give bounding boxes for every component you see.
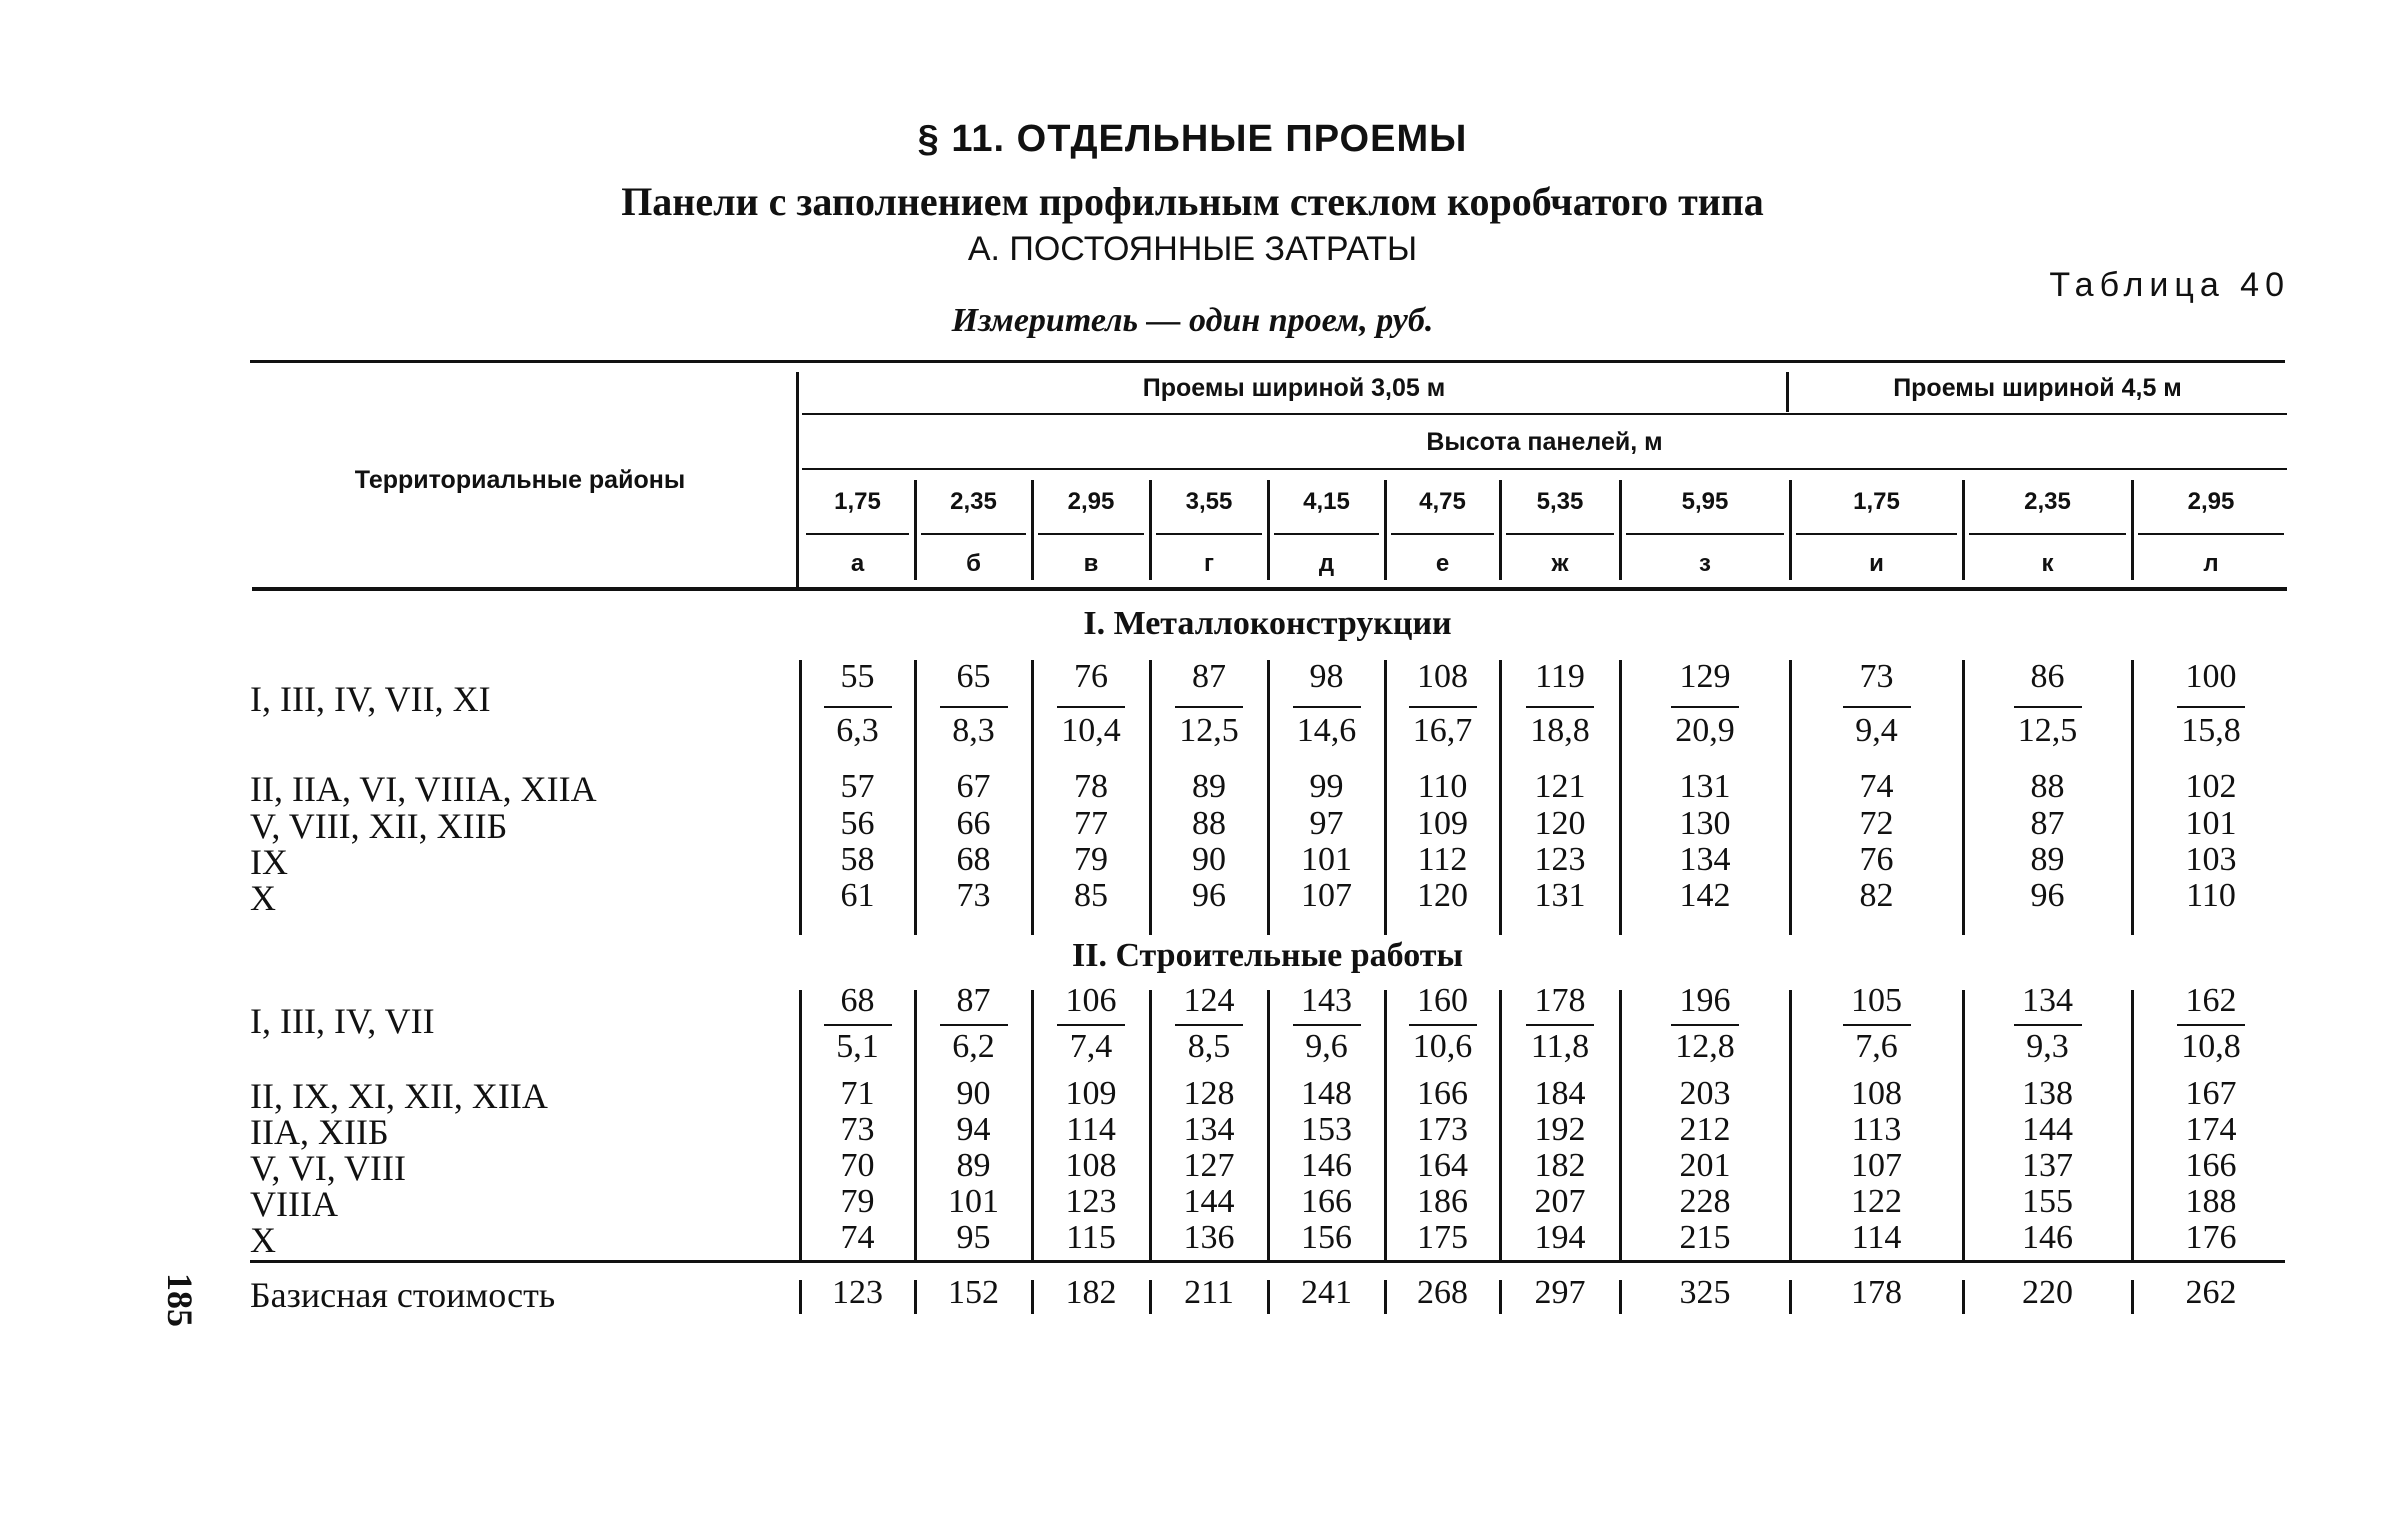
body-column-divider [1031,660,1034,935]
table-cell: 99 [1309,768,1344,805]
table-cell: 103 [2185,841,2237,878]
table-cell: 123 [1065,1183,1117,1220]
table-cell: 194 [1534,1219,1586,1256]
letter-rule [1626,533,1784,535]
table-cell: 107 [1301,877,1352,914]
numerator-value: 106 [1065,982,1117,1019]
denominator-value: 9,3 [2026,1028,2069,1065]
table-cell: 122 [1851,1183,1902,1220]
base-column-divider [1962,1280,1965,1314]
table-cell: 56 [840,805,875,842]
denominator-value: 10,4 [1061,712,1121,749]
letter-rule [1274,533,1379,535]
table-cell: 66 [956,805,991,842]
numerator-value: 134 [2022,982,2073,1019]
table-cell: 182 [1534,1147,1586,1184]
group-header-3-05: Проемы шириной 3,05 м [1142,374,1446,402]
row-label: I, III, IV, VII [250,1001,435,1041]
numerator-value: 124 [1183,982,1235,1019]
denominator-value: 14,6 [1296,712,1357,749]
table-cell: 95 [956,1219,991,1256]
table-cell: 114 [1066,1111,1116,1148]
base-cost-value: 268 [1417,1274,1468,1311]
table-cell: 87 [2030,805,2065,842]
fraction-line [2177,1024,2245,1026]
header-left-divider [796,372,799,587]
body-column-divider [914,660,917,935]
denominator-value: 15,8 [2181,712,2241,749]
fraction-line [1409,706,1477,708]
table-cell: 61 [840,877,875,914]
table-cell: 88 [1192,805,1226,842]
denominator-value: 5,1 [836,1028,879,1065]
table-cell: 85 [1074,877,1108,914]
table-cell: 110 [2186,877,2236,914]
fraction-line [1526,1024,1594,1026]
table-cell: 186 [1417,1183,1468,1220]
fraction-line [1293,1024,1361,1026]
height-value: 5,35 [1536,488,1584,515]
height-value: 4,75 [1419,488,1466,515]
table-cell: 134 [1679,841,1731,878]
table-cell: 73 [840,1111,875,1148]
table-cell: 107 [1851,1147,1902,1184]
table-cell: 79 [840,1183,875,1220]
table-cell: 203 [1679,1075,1731,1112]
table-cell: 142 [1679,877,1731,914]
numerator-value: 129 [1679,658,1731,695]
table-cell: 121 [1534,768,1586,805]
table-cell: 156 [1301,1219,1352,1256]
table-cell: 153 [1301,1111,1352,1148]
table-cell: 110 [1417,768,1468,805]
base-column-divider [1789,1280,1792,1314]
numerator-value: 100 [2185,658,2237,695]
base-column-divider [914,1280,917,1314]
base-rule [250,1260,2285,1263]
letter-rule [921,533,1026,535]
numerator-value: 73 [1859,658,1894,695]
table-cell: 174 [2185,1111,2237,1148]
page-number: 185 [160,1273,200,1327]
table-cell: 113 [1851,1111,1902,1148]
table-cell: 78 [1074,768,1108,805]
section-title: § 11. ОТДЕЛЬНЫЕ ПРОЕМЫ [917,118,1468,160]
table-cell: 228 [1679,1183,1731,1220]
base-cost-value: 182 [1065,1274,1117,1311]
table-cell: 134 [1183,1111,1235,1148]
column-letter: е [1435,550,1450,577]
numerator-value: 98 [1309,658,1344,695]
height-value: 2,35 [950,488,997,515]
numerator-value: 105 [1851,982,1902,1019]
base-column-divider [1031,1280,1034,1314]
body-column-divider [1149,990,1152,1262]
table-cell: 74 [1859,768,1894,805]
base-cost-value: 178 [1851,1274,1902,1311]
table-cell: 108 [1065,1147,1117,1184]
height-value: 4,15 [1303,488,1350,515]
header-bottom-rule [252,587,2287,591]
table-cell: 166 [2185,1147,2237,1184]
fraction-line [824,706,892,708]
table-cell: 101 [2185,805,2237,842]
section-title: I. Металлоконструкции [1083,605,1452,642]
table-cell: 137 [2022,1147,2073,1184]
numerator-value: 76 [1074,658,1108,695]
table-cell: 148 [1301,1075,1352,1112]
table-cell: 201 [1679,1147,1731,1184]
table-cell: 123 [1534,841,1586,878]
table-cell: 138 [2022,1075,2073,1112]
row-label: X [250,1220,276,1260]
row-header: Территориальные районы [354,466,686,494]
column-letter: б [966,550,981,577]
table-cell: 184 [1534,1075,1586,1112]
table-cell: 136 [1183,1219,1235,1256]
table-cell: 82 [1859,877,1894,914]
table-cell: 70 [840,1147,875,1184]
table-cell: 109 [1417,805,1468,842]
table-cell: 94 [956,1111,991,1148]
table-cell: 155 [2022,1183,2073,1220]
row-label: I, III, IV, VII, XI [250,679,491,719]
numerator-value: 160 [1417,982,1468,1019]
row-label: VIIIA [250,1184,338,1224]
table-cell: 128 [1183,1075,1235,1112]
base-cost-value: 123 [832,1274,883,1311]
denominator-value: 12,5 [1179,712,1239,749]
table-cell: 68 [956,841,991,878]
denominator-value: 8,3 [952,712,995,749]
body-column-divider [1499,660,1502,935]
table-cell: 96 [1192,877,1226,914]
table-top-rule [250,360,2285,363]
table-cell: 58 [840,841,875,878]
column-letter: а [850,550,865,577]
table-cell: 192 [1534,1111,1586,1148]
table-cell: 73 [956,877,991,914]
letter-rule [1038,533,1144,535]
denominator-value: 8,5 [1187,1028,1231,1065]
table-cell: 173 [1417,1111,1468,1148]
height-rule [802,468,2287,470]
table-cell: 212 [1679,1111,1731,1148]
fraction-line [1671,1024,1739,1026]
base-column-divider [1499,1280,1502,1314]
height-value: 1,75 [1853,488,1900,515]
denominator-value: 6,3 [836,712,879,749]
letter-rule [1969,533,2126,535]
column-letter: в [1083,550,1099,577]
body-column-divider [2131,660,2134,935]
table-cell: 188 [2185,1183,2237,1220]
denominator-value: 9,4 [1855,712,1898,749]
row-label: II, IIA, VI, VIIIA, XIIA [250,769,597,809]
table-cell: 97 [1309,805,1344,842]
row-label: IIA, XIIБ [250,1112,389,1152]
body-column-divider [2131,990,2134,1262]
fraction-line [1175,706,1243,708]
base-cost-value: 152 [948,1274,999,1311]
cost-type-heading: А. ПОСТОЯННЫЕ ЗАТРАТЫ [967,230,1418,268]
numerator-value: 119 [1535,658,1585,695]
base-column-divider [1267,1280,1270,1314]
table-cell: 130 [1679,805,1731,842]
numerator-value: 86 [2030,658,2065,695]
table-cell: 89 [1192,768,1226,805]
fraction-line [1175,1024,1243,1026]
height-value: 3,55 [1185,488,1233,515]
table-cell: 89 [2030,841,2065,878]
table-cell: 131 [1679,768,1731,805]
denominator-value: 16,7 [1412,712,1473,749]
height-value: 1,75 [834,488,881,515]
body-column-divider [914,990,917,1262]
base-column-divider [2131,1280,2134,1314]
column-letter: и [1869,550,1884,577]
table-cell: 166 [1417,1075,1468,1112]
table-cell: 96 [2030,877,2065,914]
table-cell: 72 [1859,805,1894,842]
table-cell: 79 [1074,841,1108,878]
base-column-divider [1384,1280,1387,1314]
table-cell: 164 [1417,1147,1468,1184]
numerator-value: 55 [840,658,875,695]
letter-rule [1156,533,1262,535]
denominator-value: 20,9 [1675,712,1735,749]
fraction-line [2014,706,2082,708]
table-number: Таблица 40 [2049,266,2290,304]
table-cell: 109 [1065,1075,1117,1112]
numerator-value: 65 [956,658,991,695]
table-cell: 120 [1534,805,1586,842]
table-cell: 74 [840,1219,875,1256]
body-column-divider [1962,660,1965,935]
column-letter: г [1204,550,1214,577]
row-label: II, IX, XI, XII, XIIA [250,1076,548,1116]
table-cell: 146 [1301,1147,1352,1184]
height-value: 2,35 [2024,488,2071,515]
base-cost-value: 220 [2022,1274,2073,1311]
table-cell: 166 [1301,1183,1352,1220]
body-column-divider [1499,990,1502,1262]
table-cell: 144 [2022,1111,2073,1148]
numerator-value: 143 [1301,982,1352,1019]
fraction-line [940,1024,1008,1026]
table-cell: 108 [1851,1075,1902,1112]
body-column-divider [799,660,802,935]
fraction-line [940,706,1008,708]
fraction-line [2177,706,2245,708]
column-letter: ж [1551,550,1569,577]
table-cell: 175 [1417,1219,1468,1256]
table-cell: 115 [1066,1219,1116,1256]
fraction-line [1843,706,1911,708]
table-cell: 127 [1183,1147,1235,1184]
table-cell: 131 [1534,877,1586,914]
base-column-divider [1149,1280,1152,1314]
table-cell: 207 [1534,1183,1586,1220]
numerator-value: 87 [956,982,991,1019]
measure-unit: Измеритель — один проем, руб. [951,302,1434,339]
height-value: 5,95 [1681,488,1729,515]
body-column-divider [1149,660,1152,935]
base-column-divider [1619,1280,1622,1314]
table-cell: 146 [2022,1219,2073,1256]
table-cell: 114 [1851,1219,1902,1256]
fraction-line [824,1024,892,1026]
height-value: 2,95 [2187,488,2235,515]
denominator-value: 12,5 [2017,712,2078,749]
base-cost-value: 211 [1184,1274,1234,1311]
column-letter: к [2041,550,2054,577]
letter-rule [1391,533,1494,535]
fraction-line [2014,1024,2082,1026]
denominator-value: 7,6 [1855,1028,1898,1065]
table-cell: 120 [1417,877,1468,914]
fraction-line [1057,706,1125,708]
body-column-divider [1267,660,1270,935]
denominator-value: 7,4 [1069,1028,1113,1065]
body-column-divider [1619,660,1622,935]
table-cell: 88 [2030,768,2065,805]
body-column-divider [1789,660,1792,935]
table-cell: 167 [2185,1075,2237,1112]
group-rule [802,413,2287,415]
denominator-value: 12,8 [1675,1028,1735,1065]
table-cell: 89 [956,1147,991,1184]
section-title: II. Строительные работы [1071,937,1464,974]
numerator-value: 196 [1679,982,1731,1019]
fraction-line [1293,706,1361,708]
letter-rule [1796,533,1957,535]
table-cell: 57 [840,768,875,805]
base-column-divider [799,1280,802,1314]
letter-rule [1506,533,1614,535]
denominator-value: 10,8 [2181,1028,2241,1065]
fraction-line [1526,706,1594,708]
fraction-line [1671,706,1739,708]
group-divider [1786,372,1789,412]
base-cost-value: 241 [1301,1274,1352,1311]
column-letter: з [1699,550,1711,577]
table-cell: 76 [1859,841,1894,878]
body-column-divider [1031,990,1034,1262]
base-cost-value: 325 [1679,1274,1731,1311]
table-cell: 90 [1192,841,1226,878]
body-column-divider [799,990,802,1262]
table-cell: 215 [1679,1219,1731,1256]
table-cell: 144 [1183,1183,1235,1220]
denominator-value: 18,8 [1530,712,1590,749]
row-label: IX [250,842,288,882]
fraction-line [1057,1024,1125,1026]
table-cell: 71 [840,1075,875,1112]
row-label: V, VI, VIII [250,1148,407,1188]
numerator-value: 87 [1192,658,1226,695]
numerator-value: 68 [840,982,875,1019]
body-column-divider [1384,660,1387,935]
table-cell: 101 [1301,841,1352,878]
row-label: X [250,878,276,918]
height-value: 2,95 [1067,488,1115,515]
letter-rule [2138,533,2284,535]
denominator-value: 6,2 [952,1028,995,1065]
body-column-divider [1267,990,1270,1262]
table-cell: 67 [956,768,991,805]
table-cell: 101 [948,1183,999,1220]
numerator-value: 162 [2185,982,2237,1019]
base-cost-label: Базисная стоимость [250,1275,556,1315]
table-cell: 77 [1074,805,1108,842]
fraction-line [1843,1024,1911,1026]
subtitle: Панели с заполнением профильным стеклом коробчатого типа [621,179,1764,224]
table-cell: 90 [956,1075,991,1112]
height-header: Высота панелей, м [1426,428,1663,456]
body-column-divider [1962,990,1965,1262]
denominator-value: 10,6 [1412,1028,1473,1065]
column-letter: л [2203,550,2219,577]
base-cost-value: 297 [1534,1274,1586,1311]
table-cell: 102 [2185,768,2237,805]
row-label: V, VIII, XII, XIIБ [250,806,508,846]
denominator-value: 9,6 [1305,1028,1348,1065]
table-cell: 112 [1417,841,1468,878]
letter-rule [806,533,909,535]
body-column-divider [1789,990,1792,1262]
body-column-divider [1384,990,1387,1262]
numerator-value: 108 [1417,658,1468,695]
group-header-4-5: Проемы шириной 4,5 м [1893,374,2182,402]
body-column-divider [1619,990,1622,1262]
base-cost-value: 262 [2185,1274,2237,1311]
fraction-line [1409,1024,1477,1026]
table-cell: 176 [2185,1219,2237,1256]
numerator-value: 178 [1534,982,1586,1019]
denominator-value: 11,8 [1530,1028,1590,1065]
column-letter: д [1318,550,1335,577]
